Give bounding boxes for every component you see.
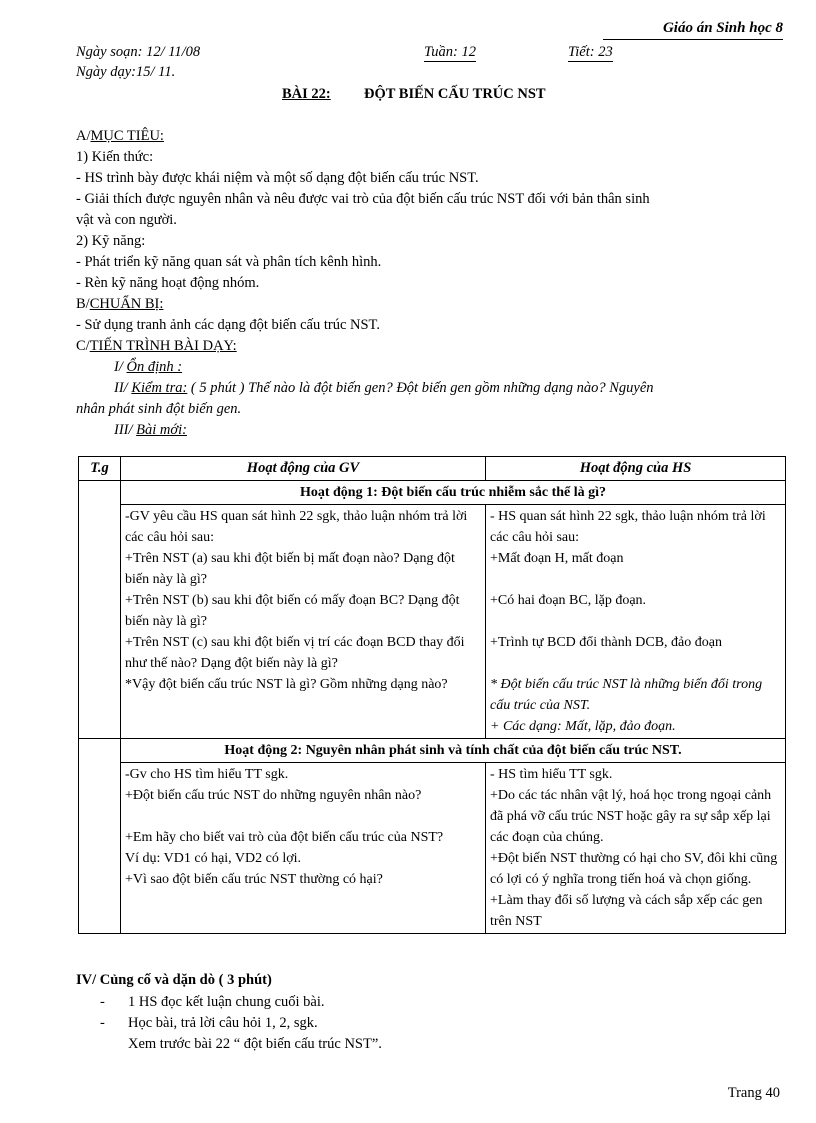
hs-line: +Đột biến NST thường có hại cho SV, đôi khi cũng có lợi có ý nghĩa trong tiến hoá và chọn giống.	[490, 851, 778, 887]
consolidation-heading: IV/ Củng cố và dặn dò ( 3 phút)	[76, 972, 272, 988]
consolidation-item-text: Học bài, trả lời câu hỏi 1, 2, sgk.	[128, 1015, 318, 1031]
knowledge-line: - Giải thích được nguyên nhân và nêu được vai trò của đột biến cấu trúc NST đối với bản thân sinh	[76, 191, 650, 207]
page-number: Trang 40	[727, 1085, 780, 1101]
period: Tiết: 23	[568, 44, 613, 60]
activity1-title: Hoạt động 1: Đột biến cấu trúc nhiễm sắc thể là gì?	[121, 481, 786, 505]
objectives-heading	[76, 126, 776, 146]
preparation-prefix: B/	[76, 296, 90, 312]
hs-line: +Có hai đoạn BC, lặp đoạn.	[490, 593, 647, 608]
activity2-title: Hoạt động 2: Nguyên nhân phát sinh và tính chất của đột biến cấu trúc NST.	[121, 739, 786, 763]
activity1-row	[79, 505, 786, 739]
activity1-title-row	[79, 481, 786, 505]
gv-line: -Gv cho HS tìm hiểu TT sgk.	[125, 767, 289, 782]
process-heading	[76, 336, 776, 356]
gv-line: +Vì sao đột biến cấu trúc NST thường có hại?	[125, 872, 383, 887]
gv-line: *Vậy đột biến cấu trúc NST là gì? Gồm những dạng nào?	[125, 677, 448, 692]
activity1-gv	[121, 505, 486, 739]
knowledge-line: - HS trình bày được khái niệm và một số dạng đột biến cấu trúc NST.	[76, 170, 479, 186]
lesson-title: ĐỘT BIẾN CẤU TRÚC NST	[364, 86, 546, 102]
consolidation-extra: Xem trước bài 22 “ đột biến cấu trúc NST”.	[128, 1036, 382, 1052]
step-new-lesson	[114, 420, 814, 440]
col-student: Hoạt động của HS	[486, 457, 786, 481]
activity2-title-row	[79, 739, 786, 763]
consolidation-item: - 1 HS đọc kết luận chung cuối bài.	[100, 994, 325, 1010]
process-heading-text: TIẾN TRÌNH BÀI DẠY:	[89, 338, 237, 354]
gv-line: -GV yêu cầu HS quan sát hình 22 sgk, thảo luận nhóm trả lời các câu hỏi sau:	[125, 509, 468, 545]
activity1-hs	[486, 505, 786, 739]
activity2-hs	[486, 763, 786, 934]
gv-line: +Đột biến cấu trúc NST do những nguyên nhân nào?	[125, 788, 422, 803]
step1-prefix: I/	[114, 359, 123, 375]
step-check	[114, 378, 814, 398]
consolidation-item-text: 1 HS đọc kết luận chung cuối bài.	[128, 994, 325, 1010]
step2-label: Kiểm tra:	[131, 380, 188, 396]
lesson-number-text: BÀI 22:	[282, 86, 331, 102]
consolidation-item: - Học bài, trả lời câu hỏi 1, 2, sgk.	[100, 1015, 318, 1031]
step1-text: Ổn định :	[126, 359, 183, 375]
objectives-heading-text: MỤC TIÊU:	[90, 128, 164, 144]
preparation-line: - Sử dụng tranh ảnh các dạng đột biến cấu trúc NST.	[76, 317, 380, 333]
col-time: T.g	[79, 457, 121, 481]
lesson-table	[78, 456, 786, 934]
activity2-gv	[121, 763, 486, 934]
step3-text: Bài mới:	[136, 422, 187, 438]
hs-line: +Mất đoạn H, mất đoạn	[490, 551, 624, 566]
col-teacher: Hoạt động của GV	[121, 457, 486, 481]
gv-line: +Em hãy cho biết vai trò của đột biến cấu trúc của NST?	[125, 830, 444, 845]
step-stabilize	[114, 357, 814, 377]
skills-title: 2) Kỹ năng:	[76, 233, 146, 249]
hs-line: +Do các tác nhân vật lý, hoá học trong ngoại cảnh đã phá vỡ cấu trúc NST hoặc gây ra sự sắp xếp lại các đoạn của chúng.	[490, 788, 772, 845]
knowledge-title: 1) Kiến thức:	[76, 149, 154, 165]
gv-line: Ví dụ: VD1 có hại, VD2 có lợi.	[125, 851, 302, 866]
time-cell	[79, 739, 121, 934]
hs-line: +Làm thay đổi số lượng và cách sắp xếp các gen trên NST	[490, 893, 763, 929]
skills-line: - Phát triển kỹ năng quan sát và phân tích kênh hình.	[76, 254, 382, 270]
time-cell	[79, 481, 121, 739]
hs-line: +Trình tự BCD đổi thành DCB, đảo đoạn	[490, 635, 722, 650]
process-prefix: C/	[76, 338, 90, 354]
skills-line: - Rèn kỹ năng hoạt động nhóm.	[76, 275, 260, 291]
hs-line: + Các dạng: Mất, lặp, đảo đoạn.	[490, 719, 676, 734]
lesson-number	[282, 86, 546, 103]
step2-prefix: II/	[114, 380, 128, 396]
gv-line: +Trên NST (c) sau khi đột biến vị trí các đoạn BCD thay đổi như thế nào? Dạng đột biến này là gì?	[125, 635, 465, 671]
teach-date: Ngày dạy:15/ 11.	[76, 64, 176, 80]
table-header-row	[79, 457, 786, 481]
prep-date: Ngày soạn: 12/ 11/08	[76, 44, 201, 60]
gv-line: +Trên NST (b) sau khi đột biến có mấy đoạn BC? Dạng đột biến này là gì?	[125, 593, 460, 629]
preparation-heading-text: CHUẨN BỊ:	[89, 296, 164, 312]
subject-header: Giáo án Sinh học 8	[603, 20, 783, 40]
knowledge-line: vật và con người.	[76, 212, 177, 228]
hs-line: - HS tìm hiểu TT sgk.	[490, 767, 613, 782]
preparation-heading	[76, 294, 776, 314]
hs-line: - HS quan sát hình 22 sgk, thảo luận nhóm trả lời các câu hỏi sau:	[490, 509, 766, 545]
hs-line: * Đột biến cấu trúc NST là những biến đổi trong cấu trúc của NST.	[490, 677, 763, 713]
step2-text: ( 5 phút ) Thế nào là đột biến gen? Đột biến gen gồm những dạng nào? Nguyên	[187, 380, 654, 396]
objectives-prefix: A/	[76, 128, 91, 144]
activity2-row	[79, 763, 786, 934]
step-check-cont: nhân phát sinh đột biến gen.	[76, 401, 242, 417]
gv-line: +Trên NST (a) sau khi đột biến bị mất đoạn nào? Dạng đột biến này là gì?	[125, 551, 455, 587]
step3-prefix: III/	[114, 422, 133, 438]
week: Tuần: 12	[424, 44, 476, 60]
